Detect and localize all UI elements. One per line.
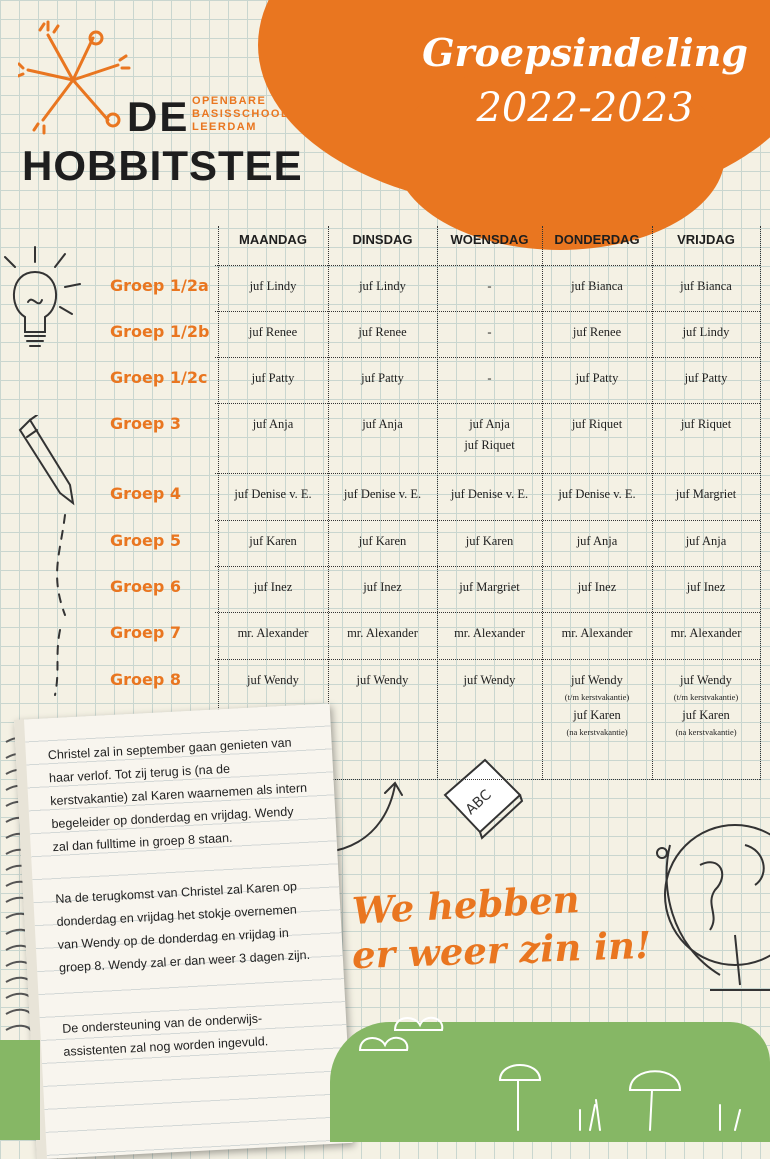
page-title: Groepsindeling (422, 30, 748, 75)
schedule-cell (437, 534, 542, 549)
logo-subtitle-3: LEERDAM (192, 121, 257, 133)
schedule-cell (652, 487, 760, 502)
logo-de: DE (127, 93, 190, 140)
lightbulb-icon (0, 232, 90, 362)
schedule-cell (437, 580, 542, 595)
schedule-cell-teacher: juf Bianca (680, 279, 732, 293)
schedule-cell-teacher: juf Karen (573, 708, 621, 722)
table-column-divider (760, 226, 761, 780)
schedule-cell (218, 371, 328, 386)
schedule-cell-teacher: juf Margriet (675, 487, 737, 501)
schedule-cell-teacher: juf Inez (253, 580, 293, 594)
schedule-cell (218, 417, 328, 432)
table-row-divider (215, 566, 760, 567)
schedule-cell (218, 626, 328, 641)
schedule-cell (328, 580, 437, 595)
schedule-cell-teacher: juf Wendy (247, 673, 299, 687)
pencil-icon (15, 415, 85, 705)
schedule-cell (652, 371, 760, 386)
schedule-cell (652, 279, 760, 294)
schedule-cell-teacher: juf Denise v. E. (343, 487, 422, 501)
table-row-divider (215, 357, 760, 358)
schedule-cell (652, 580, 760, 595)
schedule-cell (652, 417, 760, 432)
group-label: Groep 1/2a (110, 276, 209, 295)
schedule-cell (542, 534, 652, 549)
schedule-cell-teacher: mr. Alexander (561, 626, 633, 640)
schedule-cell (218, 325, 328, 340)
schedule-cell-teacher: juf Riquet (680, 417, 732, 431)
schedule-cell (437, 279, 542, 294)
schedule-cell-teacher: juf Patty (684, 371, 728, 385)
table-row-divider (215, 473, 760, 474)
schedule-cell-teacher: juf Riquet (571, 417, 623, 431)
group-label: Groep 1/2c (110, 368, 208, 387)
schedule-cell-teacher: juf Wendy (680, 673, 732, 687)
schedule-cell (218, 487, 328, 502)
schedule-cell (218, 534, 328, 549)
schedule-cell (652, 673, 760, 741)
schedule-cell-teacher: juf Anja (362, 417, 403, 431)
schedule-cell-teacher: juf Karen (682, 708, 730, 722)
table-row-divider (215, 520, 760, 521)
schedule-cell (328, 279, 437, 294)
schedule-cell-teacher: juf Karen (358, 534, 407, 548)
schedule-cell-teacher: juf Anja (685, 534, 727, 548)
table-row-divider (215, 612, 760, 613)
schedule-cell-teacher: juf Renee (358, 325, 407, 339)
group-label: Groep 8 (110, 670, 182, 689)
schedule-cell (542, 580, 652, 595)
schedule-cell-teacher: juf Inez (686, 580, 726, 594)
schedule-cell (437, 626, 542, 641)
day-header: DONDERDAG (554, 232, 640, 247)
schedule-cell-teacher: juf Wendy (356, 673, 409, 687)
schedule-cell (218, 580, 328, 595)
schedule-cell-teacher: juf Wendy (571, 673, 623, 687)
schedule-cell-note: (na kerstvakantie) (675, 727, 737, 737)
group-label: Groep 5 (110, 531, 182, 550)
schedule-cell (218, 279, 328, 294)
schedule-cell-teacher: juf Inez (577, 580, 617, 594)
schedule-cell-teacher: juf Denise v. E. (450, 487, 529, 501)
schedule-cell (542, 325, 652, 340)
mushroom-doodles-icon (340, 1010, 770, 1133)
schedule-cell-teacher: mr. Alexander (237, 626, 309, 640)
school-year: 2022-2023 (476, 85, 694, 131)
schedule-cell-teacher: juf Lindy (249, 279, 297, 293)
slogan-line-2: er weer zin in! (351, 922, 652, 978)
schedule-cell-teacher: juf Renee (572, 325, 622, 339)
schedule-cell (542, 417, 652, 432)
logo-school-name: HOBBITSTEE (22, 142, 303, 189)
globe-icon (640, 805, 770, 1005)
spiral-ring (6, 1010, 32, 1016)
schedule-cell (328, 534, 437, 549)
schedule-cell (328, 626, 437, 641)
schedule-cell (328, 673, 437, 688)
day-header: VRIJDAG (677, 232, 735, 247)
day-header: DINSDAG (352, 232, 413, 247)
schedule-cell (542, 279, 652, 294)
schedule-cell (652, 626, 760, 641)
table-row-divider (215, 659, 760, 660)
table-column-divider (437, 226, 438, 780)
schedule-cell (328, 371, 437, 386)
schedule-cell-teacher: mr. Alexander (454, 626, 525, 640)
schedule-cell-teacher: juf Renee (248, 325, 298, 339)
table-column-divider (218, 226, 219, 780)
day-header: MAANDAG (239, 232, 307, 247)
schedule-cell-teacher: juf Anja (576, 534, 618, 548)
table-row-divider (215, 265, 760, 266)
schedule-cell-teacher: mr. Alexander (670, 626, 742, 640)
note-paragraph-2: Na de terugkomst van Christel zal Karen op donderdag en vrijdag het stokje overnemen van Wendy op de donderdag en vrijdag in groep 8. Wendy zal er dan weer 3 dagen zijn. (55, 879, 311, 975)
schedule-cell-teacher: mr. Alexander (347, 626, 418, 640)
schedule-cell-teacher: juf Karen (465, 534, 514, 548)
schedule-cell-teacher: juf Inez (363, 580, 402, 594)
schedule-cell-note: (t/m kerstvakantie) (564, 692, 630, 702)
table-column-divider (328, 226, 329, 780)
schedule-cell (218, 673, 328, 688)
schedule-cell (542, 673, 652, 741)
schedule-cell (328, 487, 437, 502)
schedule-cell-teacher: juf Karen (249, 534, 297, 548)
schedule-cell-teacher: juf Patty (361, 371, 404, 385)
schedule-cell-teacher: - (487, 371, 492, 385)
schedule-cell-note: (t/m kerstvakantie) (673, 692, 739, 702)
schedule-cell-teacher: - (487, 279, 492, 293)
note-paragraph-1: Christel zal in september gaan genieten van haar verlof. Tot zij terug is (na de kerstvakantie) zal Karen waarnemen als intern begeleider op donderdag en vrijdag. Wendy zal dan fulltime in groep 8 staan. (47, 735, 308, 855)
logo-subtitle-1: OPENBARE (192, 95, 267, 107)
schedule-cell (437, 673, 542, 688)
schedule-cell-teacher: juf Patty (575, 371, 619, 385)
green-hill-left (0, 1040, 40, 1140)
schedule-cell (437, 487, 542, 502)
group-label: Groep 1/2b (110, 322, 210, 341)
schedule-cell-teacher: juf Wendy (463, 673, 516, 687)
table-row-divider (215, 403, 760, 404)
schedule-cell (542, 371, 652, 386)
schedule-cell-note: (na kerstvakantie) (566, 727, 628, 737)
schedule-cell (437, 325, 542, 340)
hobbit-logo-icon (18, 20, 133, 140)
schedule-cell-teacher: juf Riquet (464, 438, 515, 452)
schedule-cell-teacher: - (487, 325, 492, 339)
schedule-cell-teacher: juf Lindy (359, 279, 406, 293)
schedule-cell (437, 371, 542, 386)
group-label: Groep 6 (110, 577, 182, 596)
abc-book-icon (435, 750, 525, 840)
logo-subtitle-2: BASISSCHOOL (192, 108, 290, 120)
schedule-cell-teacher: juf Bianca (571, 279, 623, 293)
schedule-cell (328, 417, 437, 432)
schedule-cell-teacher: juf Anja (252, 417, 294, 431)
group-label: Groep 4 (110, 484, 182, 503)
day-header: WOENSDAG (450, 232, 529, 247)
schedule-cell-teacher: juf Margriet (459, 580, 520, 594)
spiral-ring (6, 1026, 32, 1032)
schedule-cell (652, 325, 760, 340)
schedule-cell-teacher: juf Patty (251, 371, 295, 385)
schedule-cell-teacher: juf Denise v. E. (558, 487, 636, 501)
schedule-cell-teacher: juf Denise v. E. (234, 487, 312, 501)
schedule-cell (652, 534, 760, 549)
schedule-cell-teacher: juf Lindy (682, 325, 730, 339)
schedule-cell (542, 626, 652, 641)
slogan-line-1: We hebben (351, 877, 581, 933)
note-card (14, 703, 353, 1159)
note-paragraph-3: De ondersteuning van de onderwijs-assistenten zal nog worden ingevuld. (61, 1011, 269, 1059)
table-row-divider (215, 311, 760, 312)
schedule-cell-teacher: juf Anja (469, 417, 510, 431)
group-label: Groep 3 (110, 414, 182, 433)
group-label: Groep 7 (110, 623, 182, 642)
book-label: ABC (462, 786, 495, 819)
schedule-cell (437, 417, 542, 453)
schedule-cell (542, 487, 652, 502)
schedule-cell (328, 325, 437, 340)
